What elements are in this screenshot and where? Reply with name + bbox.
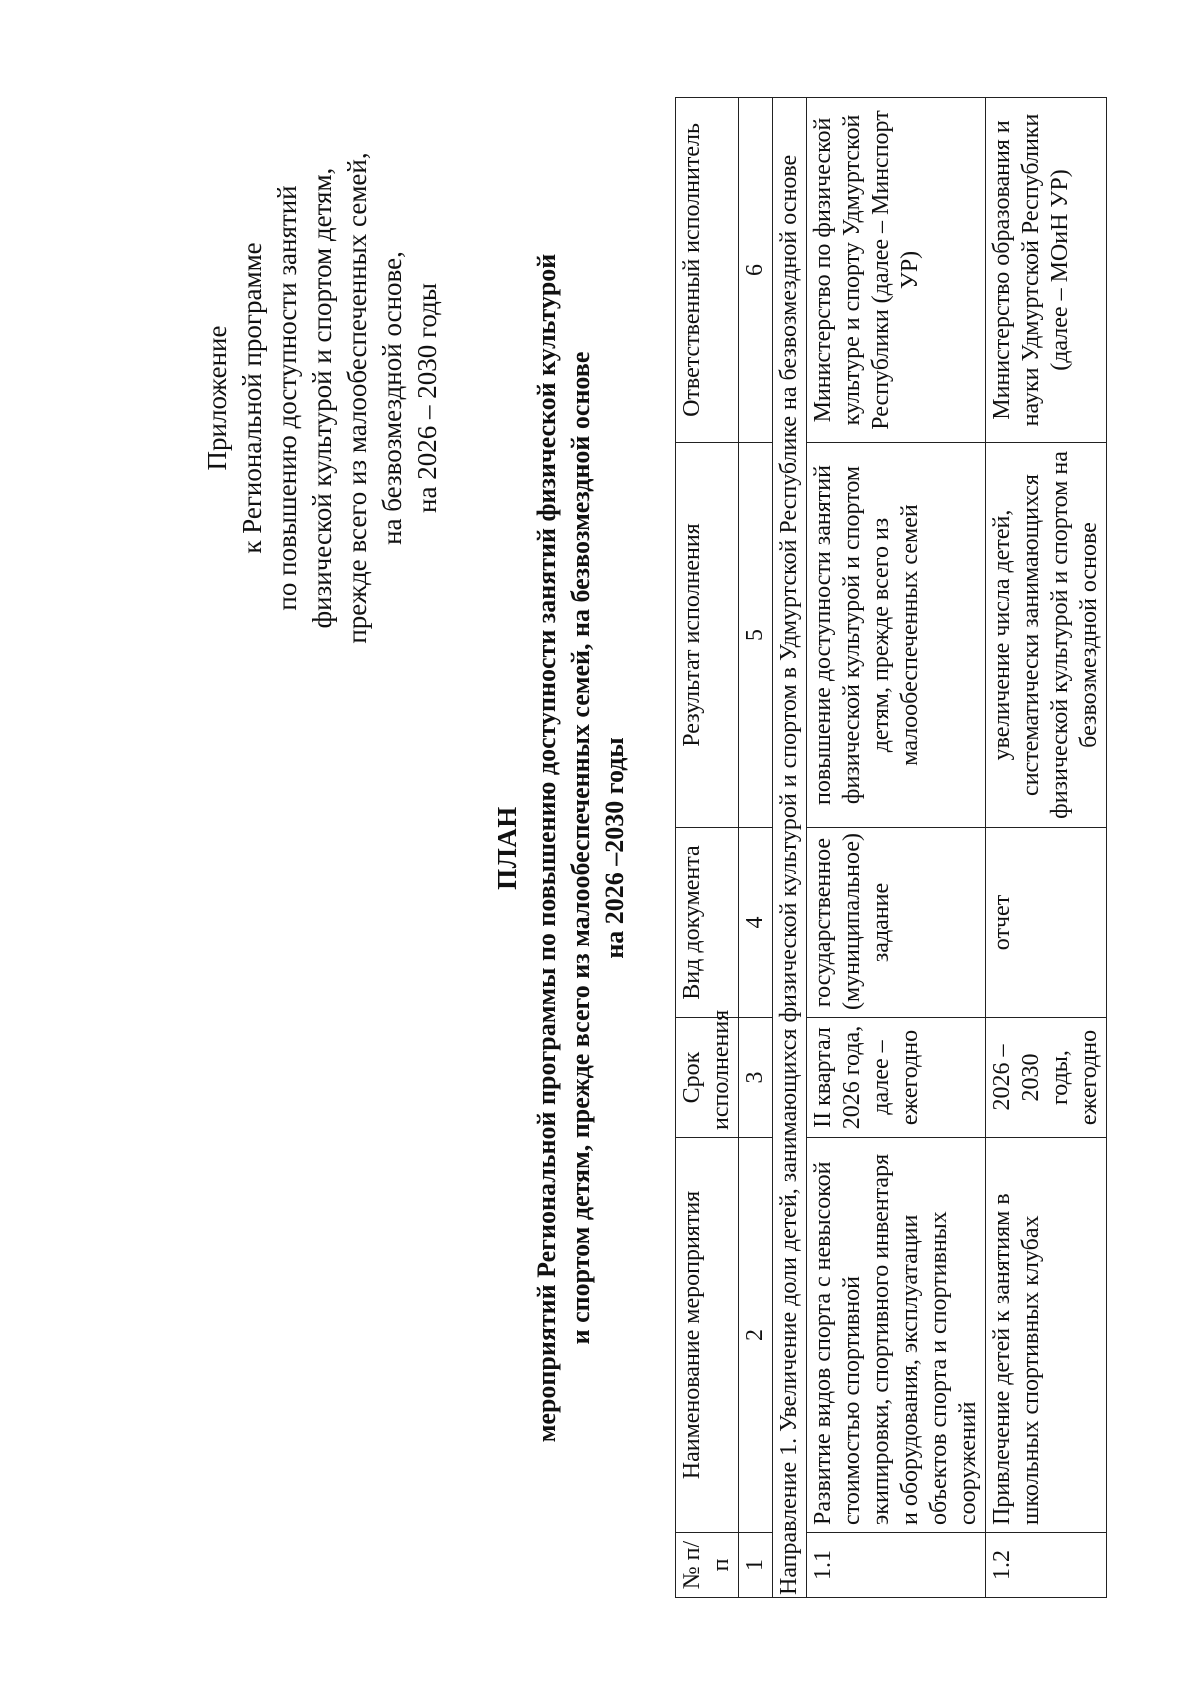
row-document-type: государственное (муниципальное) задание [807, 828, 986, 1018]
appendix-line: физической культурой и спортом детям, [307, 167, 337, 629]
header-name: Наименование мероприятия [676, 1138, 739, 1533]
appendix-line: на безвозмездной основе, [377, 251, 407, 545]
row-executor: Министерство по физической культуре и спорту Удмуртской Республики (далее – Минспорт УР) [807, 98, 986, 443]
column-number-row [739, 98, 773, 1598]
row-number: 1.2 [986, 1533, 1107, 1598]
row-result: увеличение числа детей, систематически занимающихся физической культурой и спортом на безвозмездной основе [986, 443, 1107, 828]
plan-subtitle [530, 68, 632, 1628]
table-header-row [676, 98, 739, 1598]
appendix-line: на 2026 – 2030 годы [412, 283, 442, 513]
direction-title: Направление 1. Увеличение доли детей, занимающихся физической культурой и спортом в Удмуртской Республике на безвозмездной основе [773, 98, 807, 1598]
column-number: 4 [739, 828, 773, 1018]
column-number: 3 [739, 1018, 773, 1138]
row-activity-name: Развитие видов спорта с невысокой стоимостью спортивной экипировки, спортивного инвентаря и оборудования, эксплуатации объектов спорта и спортивных сооружений [807, 1138, 986, 1533]
plan-subtitle-line: на 2026 –2030 годы [600, 737, 629, 959]
header-executor: Ответственный исполнитель [676, 98, 739, 443]
column-number: 2 [739, 1138, 773, 1533]
rotated-landscape-page [70, 68, 1130, 1628]
row-result: повышение доступности занятий физической культурой и спортом детям, прежде всего из малообеспеченных семей [807, 443, 986, 828]
appendix-line: Приложение [202, 325, 232, 471]
plan-subtitle-line: мероприятий Региональной программы по повышению доступности занятий физической культурой [532, 253, 561, 1443]
row-number: 1.1 [807, 1533, 986, 1598]
header-result: Результат исполнения [676, 443, 739, 828]
row-document-type: отчет [986, 828, 1107, 1018]
plan-subtitle-line: и спортом детям, прежде всего из малообеспеченных семей, на безвозмездной основе [566, 351, 595, 1345]
header-doc: Вид документа [676, 828, 739, 1018]
plan-title: ПЛАН [492, 806, 522, 890]
appendix-line: к Региональной программе [237, 242, 267, 554]
row-term: II квартал 2026 года, далее – ежегодно [807, 1018, 986, 1138]
column-number: 5 [739, 443, 773, 828]
header-term: Срок исполнения [676, 1018, 739, 1138]
row-activity-name: Привлечение детей к занятиям в школьных спортивных клубах [986, 1138, 1107, 1533]
plan-table [675, 97, 1107, 1598]
appendix-line: по повышению доступности занятий [272, 185, 302, 611]
appendix-note [200, 98, 445, 698]
appendix-line: прежде всего из малообеспеченных семей, [342, 152, 372, 644]
table-row [986, 98, 1107, 1598]
header-num: № п/п [676, 1533, 739, 1598]
column-number: 6 [739, 98, 773, 443]
direction-row [773, 98, 807, 1598]
row-executor: Министерство образования и науки Удмуртской Республики (далее – МОиН УР) [986, 98, 1107, 443]
column-number: 1 [739, 1533, 773, 1598]
row-term: 2026 – 2030 годы, ежегодно [986, 1018, 1107, 1138]
table-row [807, 98, 986, 1598]
